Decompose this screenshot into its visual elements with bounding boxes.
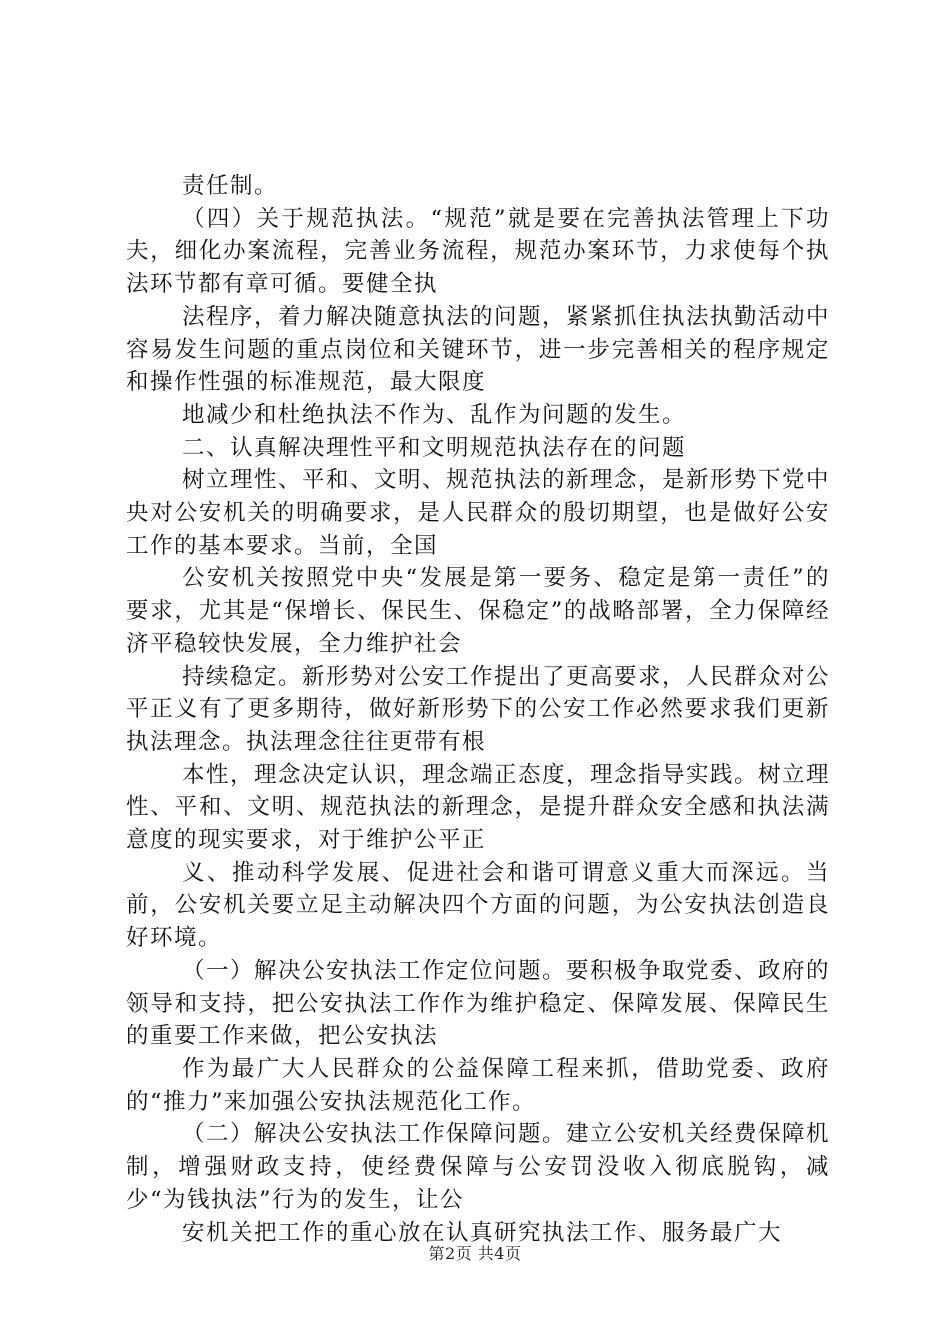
paragraph: （四）关于规范执法。“规范”就是要在完善执法管理上下功夫，细化办案流程，完善业务流程，规范办案环节，力求使每个执法环节都有章可循。要健全执 [126, 205, 830, 298]
paragraph: 公安机关按照党中央“发展是第一要务、稳定是第一责任”的要求，尤其是“保增长、保民生、保稳定”的战略部署，全力保障经济平稳较快发展，全力维护社会 [126, 565, 830, 657]
paragraph: 作为最广大人民群众的公益保障工程来抓，借助党委、政府的“推力”来加强公安执法规范化工作。 [126, 1055, 830, 1115]
paragraph: （二）解决公安执法工作保障问题。建立公安机关经费保障机制，增强财政支持，使经费保障与公安罚没收入彻底脱钩，减少“为钱执法”行为的发生，让公 [126, 1121, 831, 1213]
paragraph: 地减少和杜绝执法不作为、乱作为问题的发生。 [182, 401, 687, 428]
paragraph: 树立理性、平和、文明、规范执法的新理念，是新形势下党中央对公安机关的明确要求，是人民群众的殷切期望，也是做好公安工作的基本要求。当前，全国 [126, 467, 831, 559]
paragraph: 本性，理念决定认识，理念端正态度，理念指导实践。树立理性、平和、文明、规范执法的新理念，是提升群众安全感和执法满意度的现实要求，对于维护公平正 [126, 761, 831, 854]
section-heading: 二、认真解决理性平和文明规范执法存在的问题 [182, 434, 687, 461]
paragraph: 法程序，着力解决随意执法的问题，紧紧抓住执法执勤活动中容易发生问题的重点岗位和关键环节，进一步完善相关的程序规定和操作性强的标准规范，最大限度 [126, 303, 831, 396]
paragraph: （一）解决公安执法工作定位问题。要积极争取党委、政府的领导和支持，把公安执法工作作为维护稳定、保障发展、保障民生的重要工作来做，把公安执法 [126, 957, 831, 1050]
document-body [126, 170, 830, 1249]
paragraph: 责任制。 [182, 173, 279, 199]
paragraph: 持续稳定。新形势对公安工作提出了更高要求，人民群众对公平正义有了更多期待，做好新形势下的公安工作必然要求我们更新执法理念。执法理念往往更带有根 [126, 663, 831, 755]
paragraph: 安机关把工作的重心放在认真研究执法工作、服务最广大 [182, 1219, 783, 1246]
paragraph: 义、推动科学发展、促进社会和谐可谓意义重大而深远。当前，公安机关要立足主动解决四个方面的问题，为公安执法创造良好环境。 [126, 859, 830, 952]
page-number-footer: 第2页 共4页 [428, 1244, 522, 1263]
